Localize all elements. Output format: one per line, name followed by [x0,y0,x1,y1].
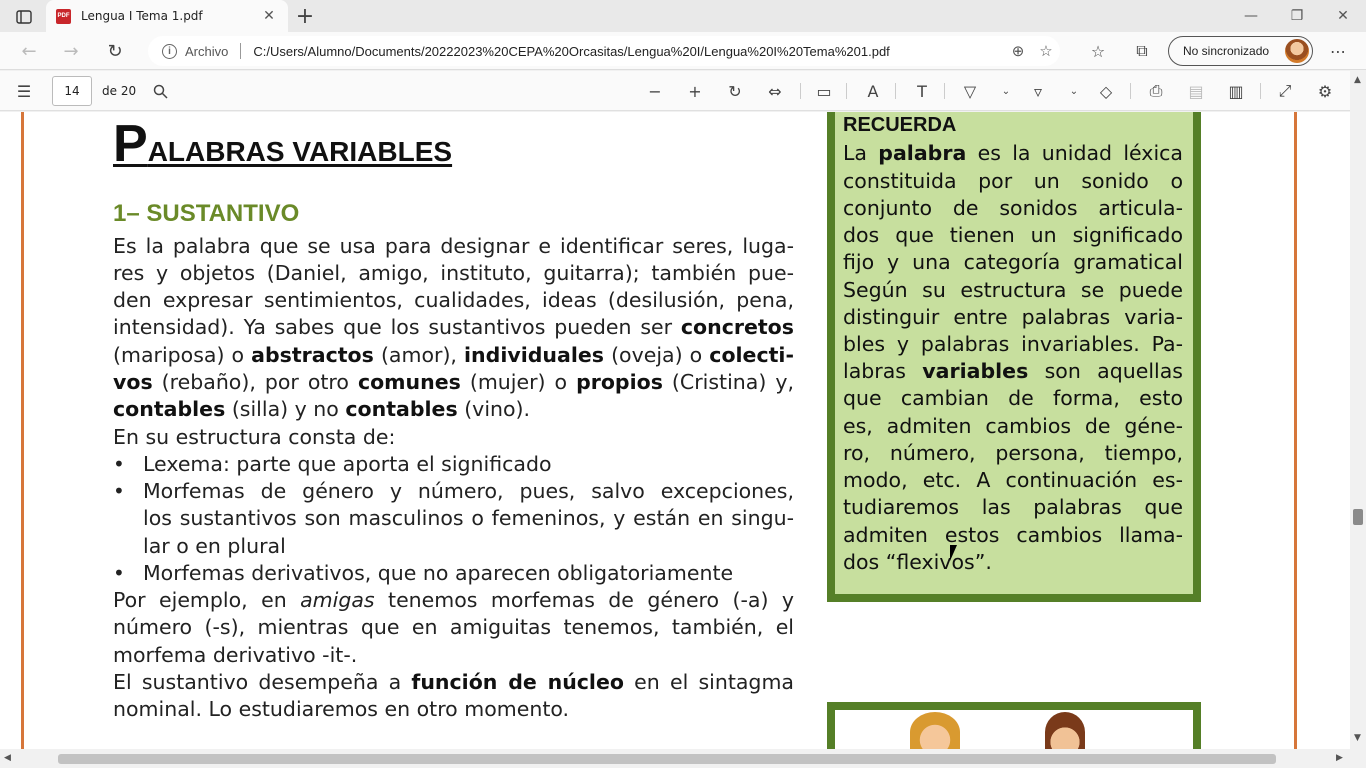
sync-label: No sincronizado [1183,44,1270,58]
vertical-scrollbar[interactable] [1350,71,1366,751]
restore-icon[interactable]: ❐ [1290,8,1304,24]
search-icon[interactable] [146,80,174,102]
minimize-icon[interactable]: — [1244,8,1258,24]
info-icon[interactable]: i [162,44,177,59]
divider [895,83,896,99]
text-line: dos que tienen un significado [843,223,1183,247]
favorites-icon[interactable]: ☆ [1090,41,1106,61]
section-heading: 1– SUSTANTIVO [113,200,300,227]
divider [1260,83,1261,99]
tab-actions-icon[interactable] [10,7,38,27]
list-item: Morfemas derivativos, que no aparecen obligatoriamente [143,561,734,585]
bullet: • [113,452,125,476]
text-line: (mariposa) o abstractos (amor), individuales (oveja) o colecti- [113,343,794,367]
text-line: constituida por un sonido o [843,169,1183,193]
tab-pdf[interactable] [46,0,288,32]
text-line: Por ejemplo, en amigas tenemos morfemas de género (-a) y [113,588,794,612]
text-line: morfema derivativo -it-. [113,643,358,663]
text-line: contables (silla) y no contables (vino). [113,397,531,421]
divider [240,43,241,59]
tab-strip [0,0,1366,32]
horizontal-scrollbar[interactable] [0,749,1350,768]
recuerda-box [827,112,1201,602]
text-line: que cambian de forma, esto [843,386,1183,410]
url-text[interactable]: C:/Users/Alumno/Documents/20222023%20CEPA%20Orcasitas/Lengua%20I/Lengua%20I%20Tema%201.pdf [253,43,890,59]
table-of-contents-icon[interactable]: ☰ [16,81,32,101]
page-title: PALABRAS VARIABLES [113,115,453,173]
divider [800,83,801,99]
settings-icon[interactable]: ⚙ [1317,81,1333,101]
close-icon[interactable]: ✕ [263,8,275,24]
pdf-toolbar [0,71,1366,111]
text-line: labras variables son aquellas [843,359,1183,383]
collections-icon[interactable]: ⧉ [1136,41,1148,60]
mouse-cursor [950,545,957,561]
rotate-icon[interactable]: ↻ [728,81,742,101]
page-number-input[interactable]: 14 [52,76,92,106]
text-line: ro, número, persona, tiempo, [843,441,1183,465]
scroll-right-icon[interactable]: ▶ [1336,753,1343,763]
chevron-down-icon[interactable]: ⌄ [1001,85,1011,97]
divider [944,83,945,99]
save-icon[interactable]: ▤ [1188,81,1204,101]
scroll-up-icon[interactable]: ▲ [1354,75,1361,85]
text-line: Según su estructura se puede [843,278,1183,302]
text-line: En su estructura consta de: [113,425,396,449]
text-line: nominal. Lo estudiaremos en otro momento. [113,697,570,721]
text-box-icon[interactable]: T [917,81,927,101]
draw-icon[interactable]: ▽ [963,81,977,101]
cartoon-character-image [1045,712,1085,749]
refresh-icon[interactable]: ↻ [107,40,123,62]
address-bar [0,32,1366,70]
chevron-down-icon[interactable]: ⌄ [1069,85,1079,97]
add-favorite-icon[interactable]: ☆ [1039,43,1053,60]
page-count: de 20 [102,84,137,98]
bullet: • [113,561,125,585]
text-line: La palabra es la unidad léxica [843,141,1183,165]
text-line: bles y palabras invariables. Pa- [843,332,1183,356]
divider [1130,83,1131,99]
scroll-left-icon[interactable]: ◀ [4,753,11,763]
zoom-icon[interactable]: ⊕ [1011,43,1025,60]
new-tab-button[interactable]: + [295,3,315,29]
text-line: modo, etc. A continuación es- [843,468,1183,492]
save-as-icon[interactable]: ▥ [1228,81,1244,101]
divider [846,83,847,99]
highlight-icon[interactable]: ▿ [1033,81,1043,101]
text-line: intensidad). Ya sabes que los sustantivos pueden ser concretos [113,315,794,339]
text-line: El sustantivo desempeña a función de núcleo en el sintagma [113,670,794,694]
zoom-in-icon[interactable]: + [688,81,702,101]
list-item: lar o en plural [143,534,286,558]
text-line: tudiaremos las palabras que [843,495,1183,519]
illustration-box [827,702,1201,749]
text-line: Es la palabra que se usa para designar e identificar seres, luga- [113,234,794,258]
back-icon[interactable]: ← [21,40,37,62]
bullet: • [113,479,125,503]
text-line: vos (rebaño), por otro comunes (mujer) o propios (Cristina) y, [113,370,794,394]
fullscreen-icon[interactable]: ⤢ [1278,81,1292,100]
avatar [1285,39,1309,63]
fit-width-icon[interactable]: ⇔ [768,81,782,101]
scrollbar-thumb[interactable] [58,754,1276,764]
url-field[interactable] [148,36,1060,66]
text-line: den expresar sentimientos, cualidades, ideas (desilusión, pena, [113,288,794,312]
page-border-right [1294,112,1297,749]
pdf-page [0,112,1350,749]
text-line: número (-s), mientras que en amiguitas tenemos, también, el [113,615,794,639]
eraser-icon[interactable]: ◇ [1099,81,1113,101]
forward-icon[interactable]: → [63,40,79,62]
text-line: admiten estos cambios llama- [843,523,1183,547]
list-item: los sustantivos son masculinos o femeninos, y están en singu- [143,506,794,530]
more-menu-icon[interactable]: ⋯ [1330,41,1346,61]
text-line: res y objetos (Daniel, amigo, instituto, guitarra); también pue- [113,261,794,285]
recuerda-heading: RECUERDA [843,114,957,136]
read-aloud-icon[interactable]: A [867,81,879,101]
page-view-icon[interactable]: ▭ [816,81,832,101]
text-line: distinguir entre palabras varia- [843,305,1183,329]
print-icon[interactable]: ⎙ [1149,81,1163,100]
pdf-favicon-icon: PDF [56,9,71,24]
text-line: fijo y una categoría gramatical [843,250,1183,274]
zoom-out-icon[interactable]: − [648,81,662,101]
cartoon-character-image [910,712,960,749]
list-item: Lexema: parte que aporta el significado [143,452,552,476]
text-line: es, admiten cambios de géne- [843,414,1183,438]
page-border-left [21,112,24,749]
security-label: Archivo [185,43,229,59]
scroll-down-icon[interactable]: ▼ [1354,733,1361,743]
text-line: conjunto de sonidos articula- [843,196,1183,220]
text-line: dos “flexivos”. [843,550,992,574]
scrollbar-thumb[interactable] [1353,509,1363,525]
profile-button[interactable] [1168,36,1313,66]
window-close-icon[interactable]: ✕ [1337,8,1349,24]
list-item: Morfemas de género y número, pues, salvo excepciones, [143,479,794,503]
tab-title: Lengua I Tema 1.pdf [81,9,203,23]
